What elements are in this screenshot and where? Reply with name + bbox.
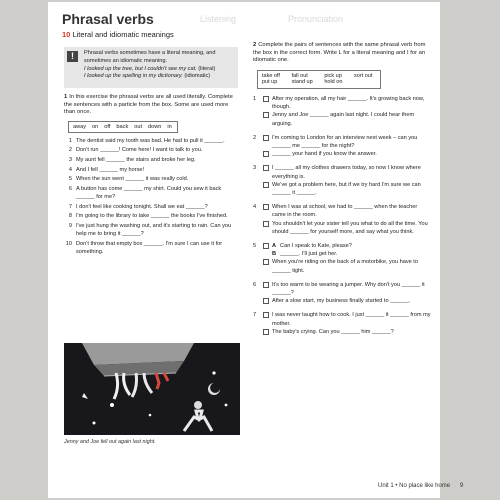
sentence-text[interactable]: You shouldn't let your sister tell you what to do all the time. You should ______ for yourself more, and say what you think. <box>272 220 428 235</box>
phrasal-verb-option: stand up <box>291 79 313 86</box>
particle-box <box>68 121 178 133</box>
item-sentence[interactable]: Don't throw that empty box ______. I'm sure I can use it for something. <box>76 240 223 256</box>
footer-unit: Unit 1 • No place like home <box>378 483 451 489</box>
section-heading <box>62 30 174 39</box>
phrasal-verb-option: pick up <box>324 72 342 79</box>
sentence-text[interactable]: I'm coming to London for an interview next week – can you ______ me ______ for the night? <box>272 134 418 149</box>
item-number: 2 <box>68 147 72 154</box>
page-number: 9 <box>459 483 464 489</box>
phrasal-verb-option: take off <box>262 72 280 79</box>
particle-word: off <box>104 123 111 130</box>
pair-lines <box>263 203 431 236</box>
answer-checkbox[interactable] <box>263 312 269 318</box>
item-sentence[interactable]: I'm going to the library to take ______ the books I've finished. <box>76 213 228 220</box>
pair-lines <box>263 164 431 197</box>
answer-checkbox[interactable] <box>263 221 269 227</box>
exercise-1-list <box>64 137 240 257</box>
sentence-text[interactable]: The baby's crying. Can you ______ him ______? <box>272 328 394 335</box>
particle-word: back <box>116 123 129 130</box>
page-title: Phrasal verbs <box>62 11 154 27</box>
exercise-2-list <box>253 95 431 336</box>
ghost-heading-left: Listening <box>200 14 237 24</box>
exercise-1-item <box>64 166 240 174</box>
illustration-photo <box>64 343 240 435</box>
particle-word: out <box>134 123 143 130</box>
item-sentence[interactable]: And I fell ______ my horse! <box>76 166 145 173</box>
pair-line-a <box>263 242 431 250</box>
sentence-text[interactable]: ______. I'll just get her. <box>280 251 338 258</box>
exercise-1-item <box>64 156 240 164</box>
exercise-2-instruction: 2 Complete the pairs of sentences with the same phrasal verb from the box in the correct form. Write L for a literal meaning and I for an idiomatic one. <box>253 42 426 64</box>
answer-checkbox[interactable] <box>263 204 269 210</box>
item-sentence[interactable]: I don't feel like cooking tonight. Shall we eat ______? <box>76 203 208 210</box>
pair-lines <box>263 242 431 275</box>
phrasal-verb-option: hold on <box>324 79 343 86</box>
section-label: Literal and idiomatic meanings <box>72 30 174 39</box>
sentence-text[interactable]: I ______ all my clothes drawers today, so now I know where everything is. <box>272 165 421 180</box>
ghost-heading-right: Pronunciation <box>288 14 344 24</box>
pair-number: 5 <box>253 243 257 250</box>
sentence-text[interactable]: I was never taught how to cook. I just ______ it ______ from my mother. <box>272 312 431 327</box>
item-number: 1 <box>68 137 72 144</box>
item-sentence[interactable]: Don't run ______! Come here! I want to talk to you. <box>76 147 203 154</box>
sentence-pair <box>253 95 431 128</box>
exercise-1-item <box>64 137 240 145</box>
item-number: 9 <box>68 222 72 229</box>
answer-checkbox[interactable] <box>263 165 269 171</box>
item-number: 4 <box>68 166 72 173</box>
pair-line-a <box>263 281 431 297</box>
answer-checkbox[interactable] <box>263 282 269 288</box>
pair-line-b <box>263 150 431 158</box>
sentence-text[interactable]: After a slow start, my business finally started to ______. <box>272 298 411 305</box>
sentence-pair <box>253 203 431 236</box>
pair-number: 6 <box>253 281 257 288</box>
answer-checkbox[interactable] <box>263 182 269 188</box>
sentence-text[interactable]: ______ your hand if you know the answer. <box>272 151 377 158</box>
item-sentence[interactable]: My aunt fell ______ the stairs and broke her leg. <box>76 156 196 163</box>
info-text <box>84 50 236 81</box>
sentence-text[interactable]: When you're riding on the back of a motorbike, you have to ______ tight. <box>272 259 418 274</box>
sentence-text[interactable]: Can I speak to Kate, please? <box>280 243 352 250</box>
exclamation-icon: ! <box>67 51 78 62</box>
answer-checkbox[interactable] <box>263 96 269 102</box>
exercise-1-item <box>64 222 240 239</box>
answer-checkbox[interactable] <box>263 112 269 118</box>
pair-line-b <box>263 111 431 127</box>
pair-line-b <box>263 297 431 305</box>
exercise-1-item <box>64 240 240 257</box>
phrasal-verb-option: sort out <box>354 72 373 79</box>
pair-number: 1 <box>253 95 257 102</box>
exercise-1-item <box>64 203 240 211</box>
speaker-mark: A <box>272 243 277 250</box>
item-sentence[interactable]: When the sun went ______ it was really cold. <box>76 176 189 183</box>
info-line: Phrasal verbs sometimes have a literal meaning, and sometimes an idiomatic meaning. <box>84 50 216 64</box>
sentence-pair <box>253 281 431 306</box>
pair-line-c <box>263 258 431 274</box>
item-number: 8 <box>68 213 72 220</box>
sentence-pair <box>253 164 431 197</box>
pair-line-b <box>263 328 431 336</box>
sentence-pair <box>253 311 431 336</box>
answer-checkbox[interactable] <box>263 259 269 265</box>
answer-checkbox[interactable] <box>263 151 269 157</box>
pair-lines <box>263 134 431 159</box>
exercise-1-instruction: 1 In this exercise the phrasal verbs are all used literally. Complete the sentences with a particle from the box. Some are used more than once. <box>64 94 233 116</box>
section-number: 10 <box>62 30 71 39</box>
workbook-page <box>48 2 464 498</box>
pair-line-b <box>263 220 431 236</box>
sentence-text[interactable]: It's too warm to be wearing a jumper. Why don't you ______ it ______? <box>272 281 425 297</box>
phrasal-verb-option: put up <box>262 79 278 86</box>
item-number: 5 <box>68 176 72 183</box>
speaker-mark: B <box>272 251 277 258</box>
sentence-text[interactable]: After my operation, all my hair ______. It's growing back now, though. <box>272 95 425 111</box>
sentence-text[interactable]: When I was at school, we had to ______ when the teacher came in the room. <box>272 204 418 219</box>
item-number: 10 <box>65 240 72 247</box>
pair-number: 2 <box>253 134 257 141</box>
exercise-1-item <box>64 212 240 220</box>
item-sentence[interactable]: A button has come ______ my shirt. Could you sew it back ______ for me? <box>76 185 222 201</box>
sentence-pair <box>253 242 431 275</box>
item-sentence[interactable]: I've just hung the washing out, and it's starting to rain. Can you help me to bring it ______? <box>76 222 232 238</box>
answer-checkbox[interactable] <box>263 243 269 249</box>
exercise-1-item <box>64 185 240 202</box>
pair-line-a <box>263 203 431 219</box>
exercise-2 <box>253 42 431 336</box>
pair-number: 7 <box>253 312 257 319</box>
item-number: 6 <box>68 185 72 192</box>
exercise-1 <box>64 94 240 258</box>
particle-word: in <box>167 123 172 130</box>
pair-line-a <box>263 164 431 180</box>
exercise-1-item <box>64 175 240 183</box>
page-footer <box>378 483 463 489</box>
particle-word: away <box>73 123 87 130</box>
answer-checkbox[interactable] <box>263 298 269 304</box>
pair-lines <box>263 311 431 336</box>
info-example-literal: I looked up the tree, but I couldn't see my cat. (literal) <box>84 65 216 72</box>
pair-number: 4 <box>253 204 257 211</box>
pair-line-a <box>263 134 431 150</box>
falling-people-illustration <box>64 343 240 435</box>
answer-checkbox[interactable] <box>263 329 269 335</box>
phrasal-verb-option: fall out <box>291 72 308 79</box>
sentence-text[interactable]: Jenny and Joe ______ again last night. I could hear them arguing. <box>272 112 415 127</box>
answer-checkbox[interactable] <box>263 135 269 141</box>
pair-line-b <box>263 250 431 258</box>
illustration-caption: Jenny and Joe fell out again last night. <box>64 439 156 445</box>
pair-lines <box>263 95 431 128</box>
phrasal-verb-box <box>257 70 381 89</box>
info-box <box>64 47 238 88</box>
pair-number: 3 <box>253 165 257 172</box>
sentence-text[interactable]: We've got a problem here, but if we try hard I'm sure we can ______ it ______. <box>272 181 421 196</box>
item-sentence[interactable]: The dentist said my tooth was bad. He had to pull it ______. <box>76 137 225 144</box>
sentence-pair <box>253 134 431 159</box>
particle-word: on <box>92 123 99 130</box>
pair-line-b <box>263 181 431 197</box>
pair-lines <box>263 281 431 306</box>
exercise-1-item <box>64 146 240 154</box>
pair-line-a <box>263 311 431 327</box>
info-example-idiomatic: I looked up the spelling in my dictionary. (idiomatic) <box>84 73 211 80</box>
pair-line-a <box>263 95 431 111</box>
particle-word: down <box>148 123 162 130</box>
item-number: 3 <box>68 156 72 163</box>
item-number: 7 <box>68 203 72 210</box>
